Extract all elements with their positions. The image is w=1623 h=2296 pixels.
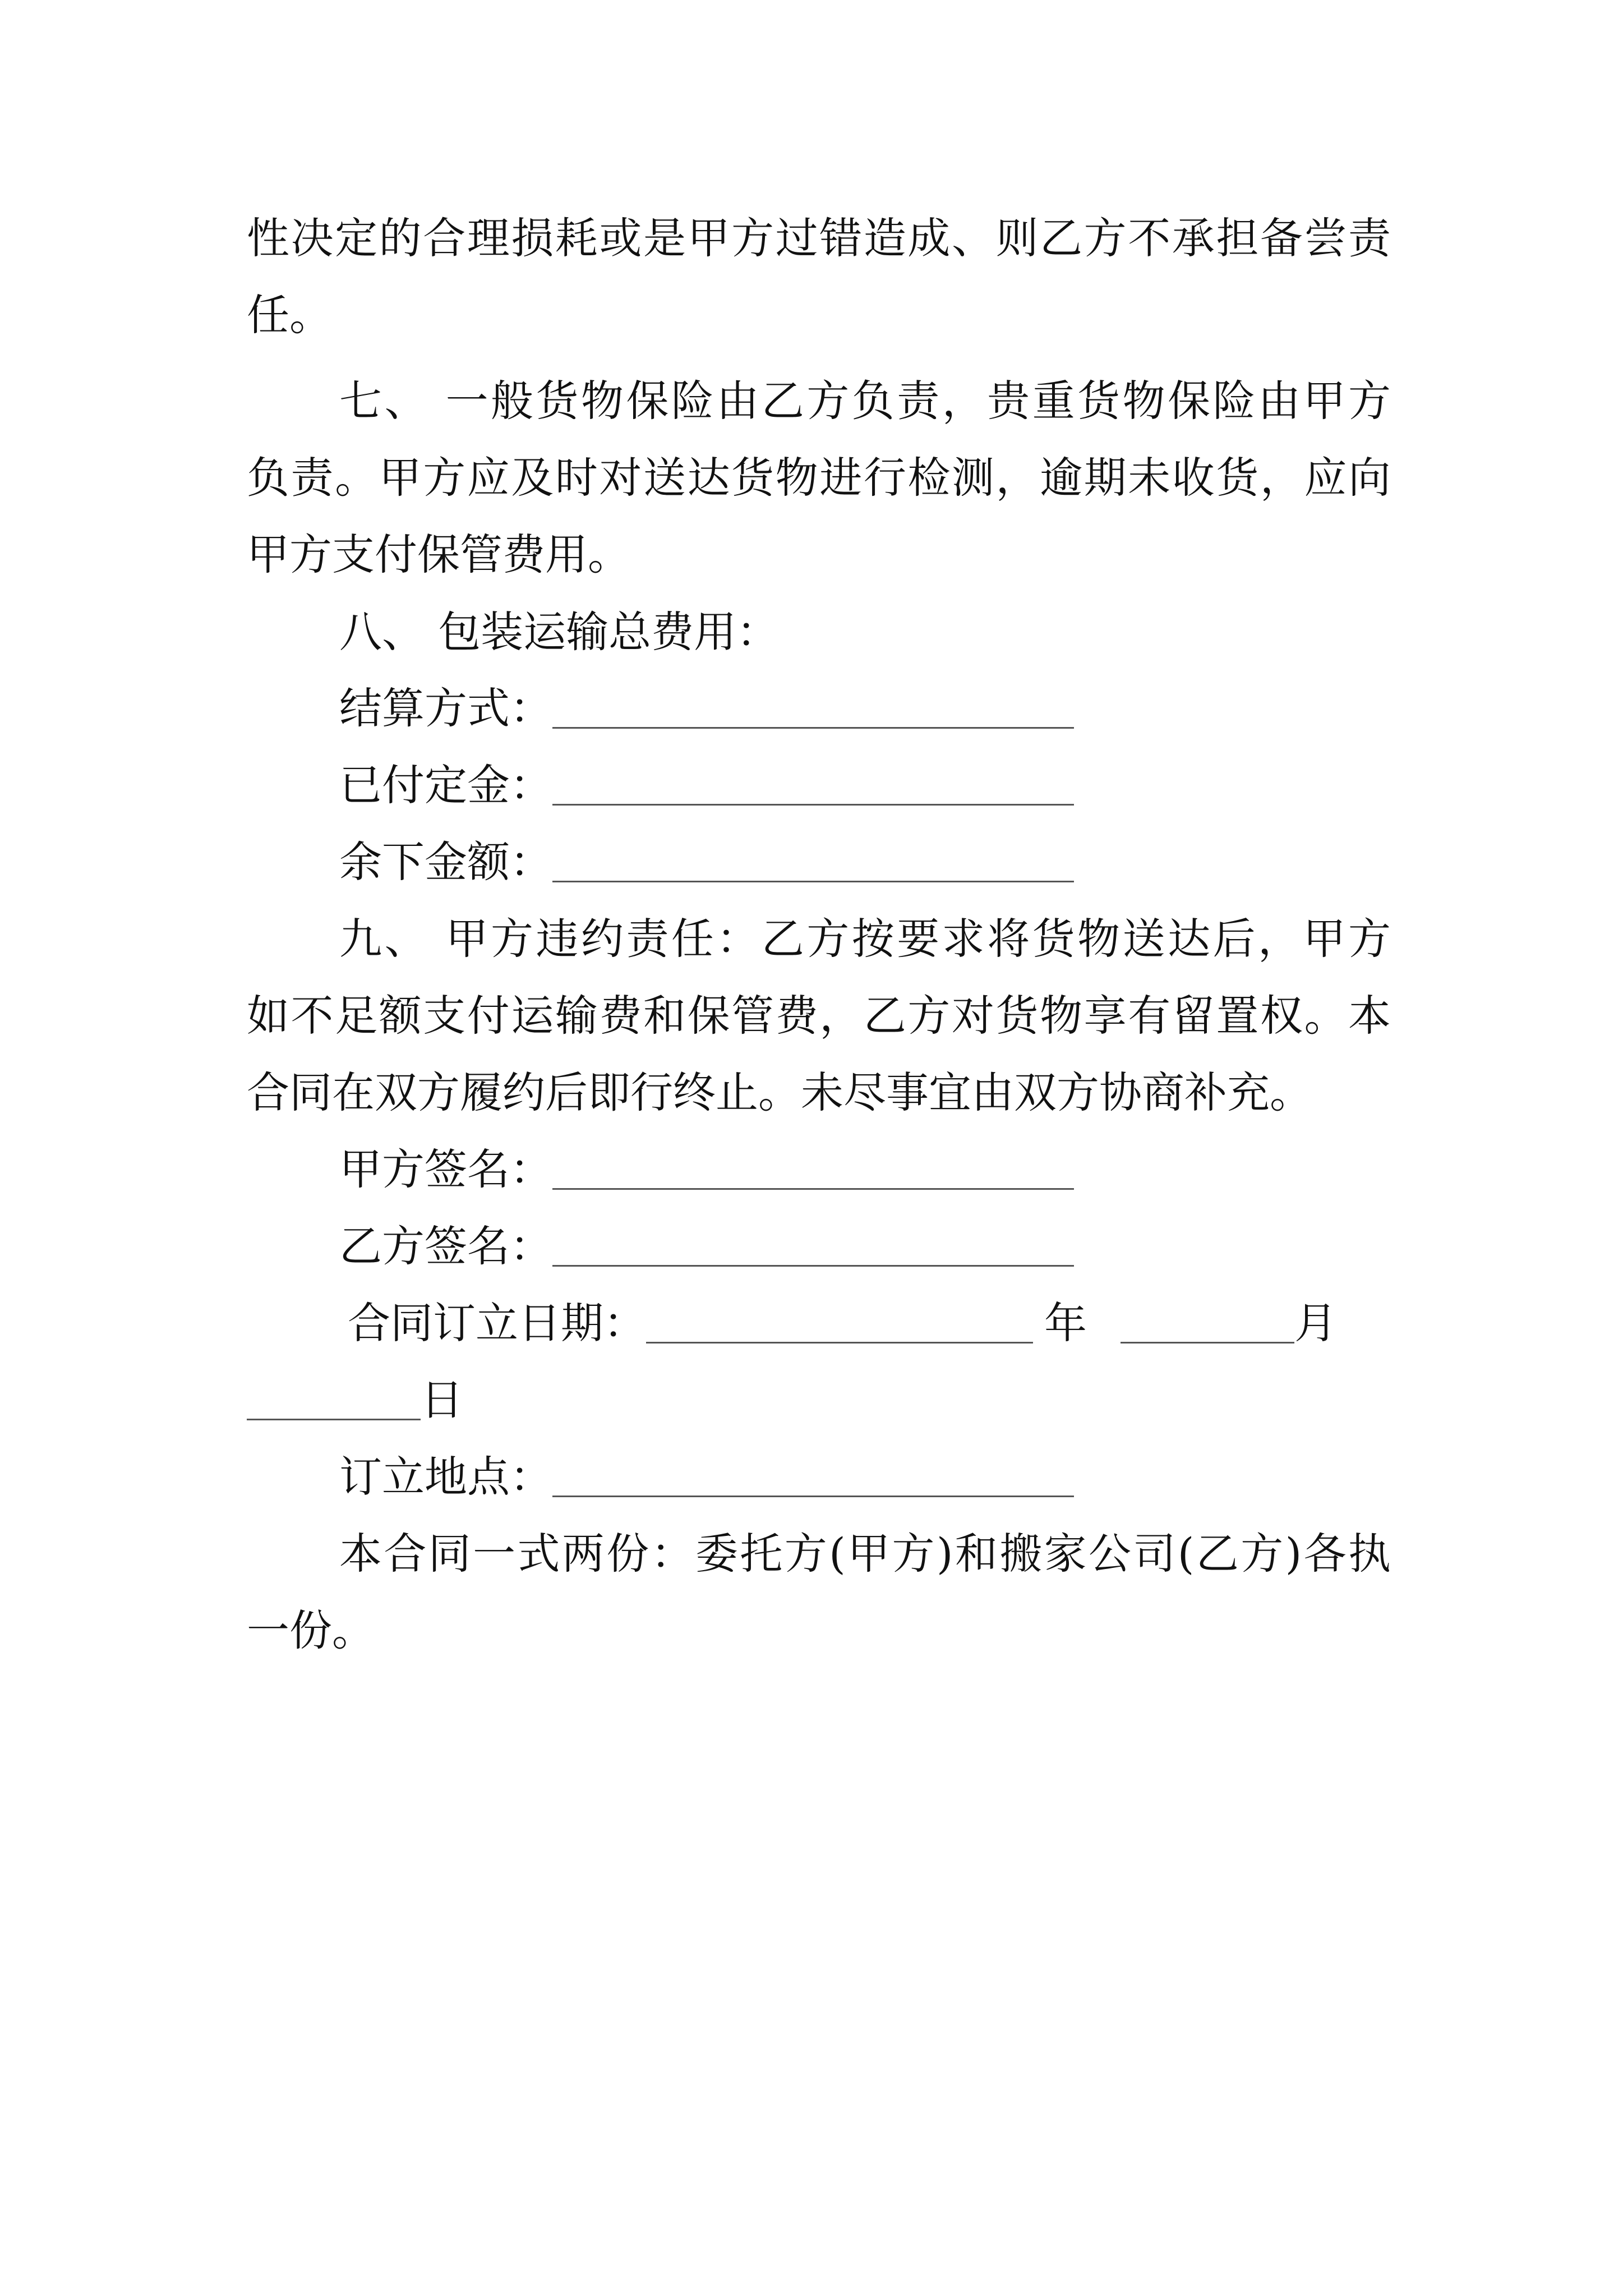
day-label: 日 bbox=[421, 1375, 463, 1425]
date-month-blank[interactable] bbox=[1121, 1292, 1294, 1343]
year-label: 年 bbox=[1044, 1298, 1087, 1348]
clause6-line1: 性决定的合理损耗或是甲方过错造成、则乙方不承担备尝责 bbox=[247, 213, 1391, 263]
party-a-signature-label: 甲方签名： bbox=[339, 1144, 552, 1194]
closing-line1: 本合同一式两份：委托方(甲方)和搬家公司(乙方)各执 bbox=[339, 1529, 1391, 1579]
clause9-line1: 九、 甲方违约责任：乙方按要求将货物送达后，甲方 bbox=[339, 914, 1391, 964]
clause8-heading: 八、 包装运输总费用： bbox=[339, 607, 780, 657]
contract-place-blank[interactable] bbox=[552, 1446, 1074, 1497]
clause7-line2: 负责。甲方应及时对送达货物进行检测，逾期未收货，应向 bbox=[247, 453, 1391, 503]
clause7-line1: 七、 一般货物保险由乙方负责，贵重货物保险由甲方 bbox=[339, 376, 1391, 426]
clause9-line3: 合同在双方履约后即行终止。未尽事宜由双方协商补充。 bbox=[247, 1068, 1312, 1117]
contract-date-field bbox=[348, 1292, 1337, 1354]
contract-place-field bbox=[339, 1446, 1074, 1508]
settlement-method-blank[interactable] bbox=[552, 678, 1074, 729]
clause9-line2: 如不足额支付运输费和保管费，乙方对货物享有留置权。本 bbox=[247, 991, 1391, 1041]
deposit-paid-blank[interactable] bbox=[552, 754, 1074, 806]
contract-date-day-field bbox=[247, 1369, 463, 1431]
remaining-amount-field bbox=[339, 831, 1074, 893]
contract-date-label: 合同订立日期： bbox=[348, 1298, 646, 1348]
deposit-paid-label: 已付定金： bbox=[339, 760, 552, 810]
month-label: 月 bbox=[1294, 1298, 1337, 1348]
date-year-blank[interactable] bbox=[646, 1292, 1033, 1343]
settlement-method-label: 结算方式： bbox=[339, 683, 552, 733]
clause7-line3: 甲方支付保管费用。 bbox=[247, 530, 630, 579]
closing-line2: 一份。 bbox=[247, 1605, 375, 1655]
settlement-method-field bbox=[339, 678, 1074, 739]
remaining-amount-blank[interactable] bbox=[552, 831, 1074, 882]
date-day-blank[interactable] bbox=[247, 1369, 421, 1420]
remaining-amount-label: 余下金额： bbox=[339, 837, 552, 887]
deposit-paid-field bbox=[339, 754, 1074, 816]
clause6-line2: 任。 bbox=[247, 290, 332, 340]
party-a-signature-blank[interactable] bbox=[552, 1139, 1074, 1190]
party-b-signature-field bbox=[339, 1216, 1074, 1277]
party-b-signature-blank[interactable] bbox=[552, 1216, 1074, 1267]
contract-place-label: 订立地点： bbox=[339, 1452, 552, 1502]
party-b-signature-label: 乙方签名： bbox=[339, 1221, 552, 1271]
party-a-signature-field bbox=[339, 1139, 1074, 1200]
